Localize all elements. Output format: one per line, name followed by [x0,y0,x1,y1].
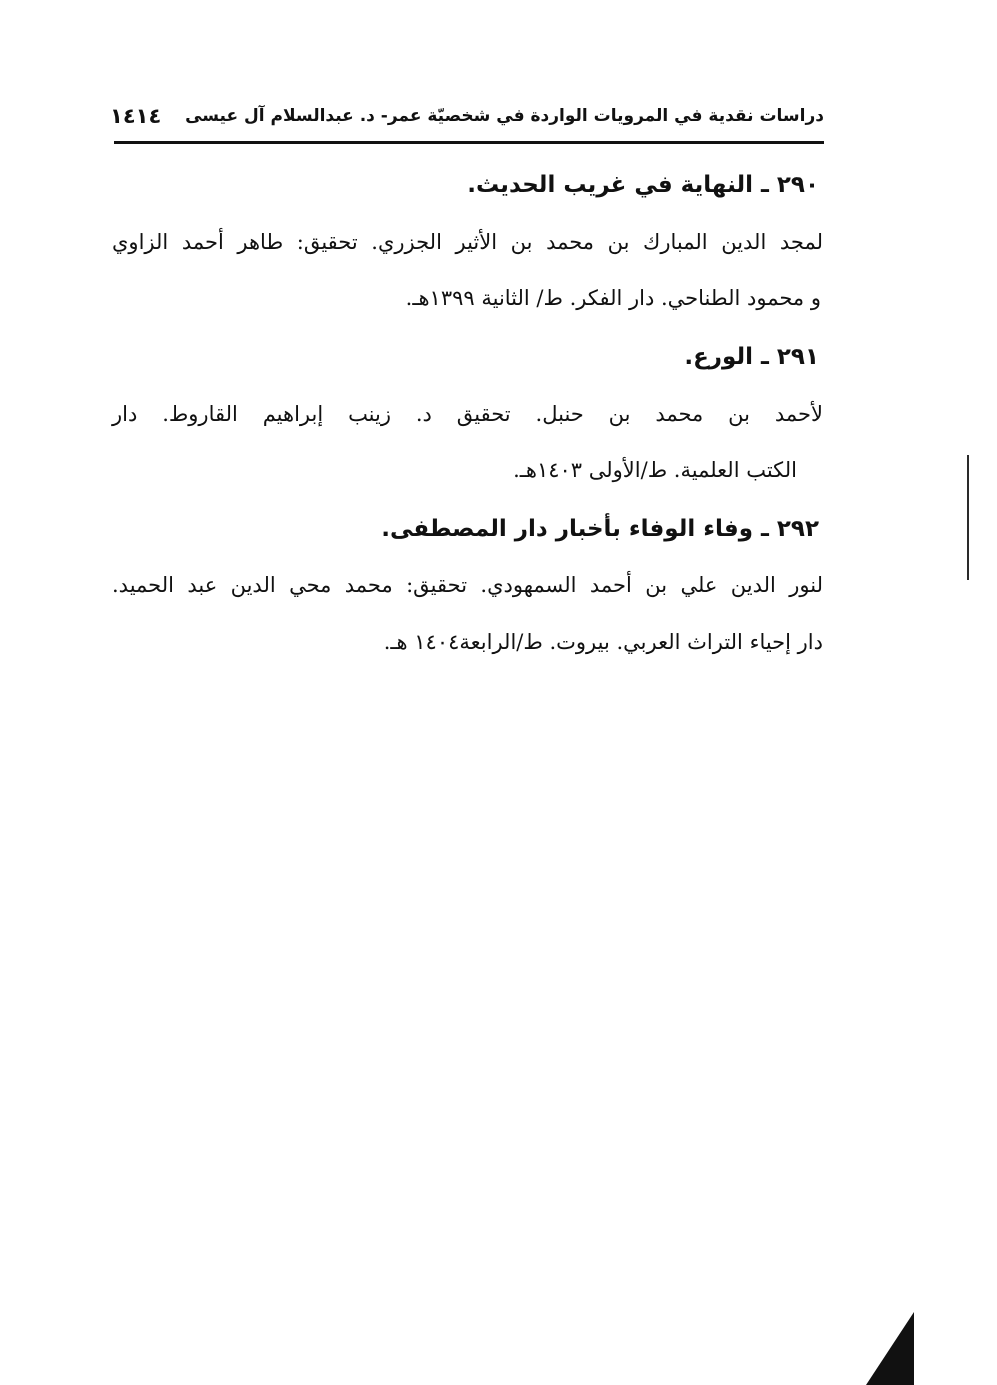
header-rule [114,141,824,144]
entry-290-title: ٢٩٠ ـ النهاية في غريب الحديث. [467,172,819,198]
running-header [110,104,824,140]
header-title: دراسات نقدية في المرويات الواردة في شخصيّة عمر- د. عبدالسلام آل عيسى [185,106,824,126]
page-number: ١٤١٤ [110,104,162,128]
entry-290-line-2: و محمود الطناحي. دار الفكر. ط/ الثانية ١٣٩٩هـ. [405,286,821,310]
entry-292-title: ٢٩٢ ـ وفاء الوفاء بأخبار دار المصطفى. [381,516,819,542]
entry-292-line-1: لنور الدين علي بن أحمد السمهودي. تحقيق: محمد محي الدين عبد الحميد. [112,573,823,597]
entry-291-line-1: لأحمد بن محمد بن حنبل. تحقيق د. زينب إبراهيم القاروط. دار [112,402,823,426]
entry-290-line-1: لمجد الدين المبارك بن محمد بن الأثير الجزري. تحقيق: طاهر أحمد الزاوي [112,230,823,254]
scan-margin-mark [967,455,969,580]
entry-291-title: ٢٩١ ـ الورع. [684,344,819,370]
entry-291-line-2: الكتب العلمية. ط/الأولى ١٤٠٣هـ. [513,458,797,482]
scan-corner-shape [866,1312,916,1385]
entry-292-line-2: دار إحياء التراث العربي. بيروت. ط/الرابعة١٤٠٤ هـ. [383,630,823,654]
